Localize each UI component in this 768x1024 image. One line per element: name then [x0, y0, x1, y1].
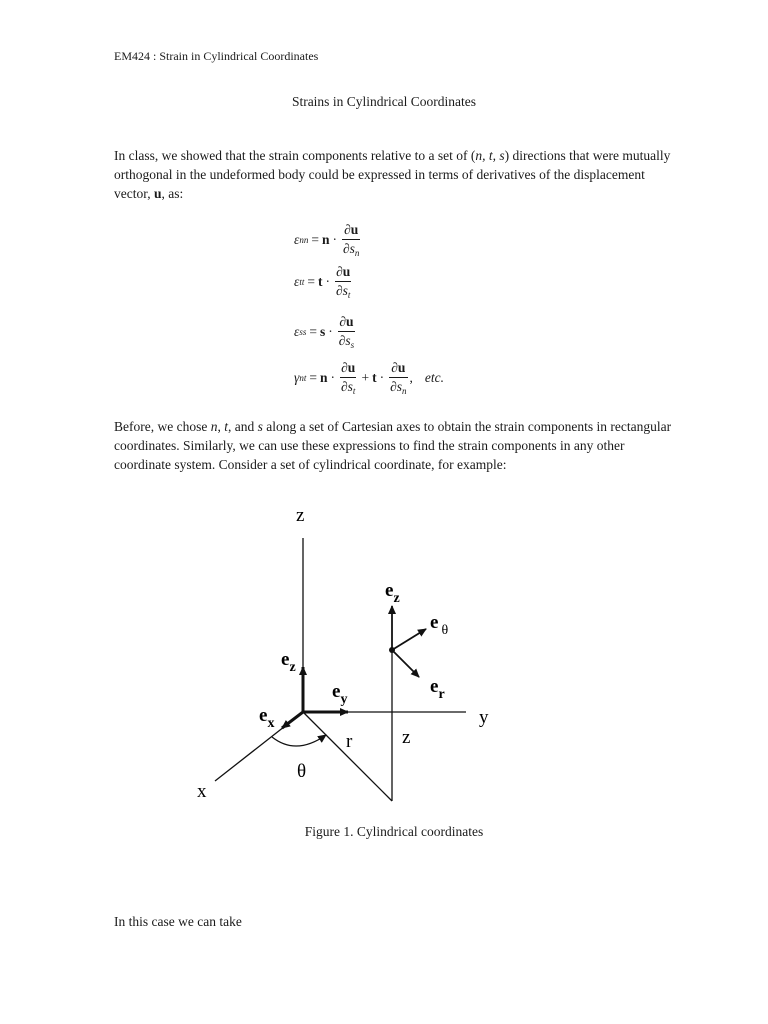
- r-label: r: [346, 731, 353, 752]
- ez-label-origin: $e_z$: [281, 649, 296, 675]
- theta-arc: [272, 735, 326, 746]
- x-axis-label: x: [197, 781, 207, 802]
- fraction: $\frac{\partial u}{\partial s_s}$: [338, 314, 355, 350]
- figure-caption: Figure 1. Cylindrical coordinates: [304, 824, 484, 839]
- er-vector: [392, 650, 419, 677]
- ex-label: $e_x$: [259, 705, 275, 731]
- closing-text: In this case we can take: [114, 914, 242, 929]
- fraction: $\frac{\partial u}{\partial s_t}$: [340, 360, 356, 396]
- etheta-label: e $_\theta$: [430, 612, 449, 638]
- ez-label-point: $e_z$: [385, 580, 400, 606]
- equation-epsilon-nn: ε nn = n · $\frac{\partial u}{\partial s_n}$: [294, 222, 360, 258]
- equation-epsilon-ss: ε ss = s · $\frac{\partial u}{\partial s_s}$: [294, 314, 355, 350]
- theta-label: θ: [297, 761, 307, 782]
- er-label: $e_r$: [430, 676, 445, 702]
- equation-epsilon-tt: ε tt = t · $\frac{\partial u}{\partial s_t}$: [294, 264, 351, 300]
- page-header: EM424 : Strain in Cylindrical Coordinates: [114, 49, 319, 63]
- radius-line: [303, 712, 392, 801]
- ey-label: $e_y$: [332, 681, 348, 707]
- etheta-vector: [392, 629, 426, 650]
- equation-gamma-nt: γ nt = n · $\frac{\partial u}{\partial s_t}$ + t · $\frac{\partial u}{\partial s_n}$ , etc.: [294, 360, 444, 396]
- cylindrical-coordinates-figure: [0, 490, 768, 820]
- cartesian-paragraph: Before, we chose n, t, and s along a set of Cartesian axes to obtain the strain components in rectangular coordinates. Similarly, we can use these expressions to find the strain components in any other coordinate system. Consider a set of cylindrical coordinate, for example:: [114, 419, 672, 472]
- z-axis-label: z: [296, 505, 305, 526]
- page-title: Strains in Cylindrical Coordinates: [291, 94, 477, 109]
- ex-vector: [282, 712, 303, 728]
- y-axis-label: y: [479, 707, 489, 728]
- intro-paragraph: In class, we showed that the strain components relative to a set of (n, t, s) directions that were mutually orthogonal in the undeformed body could be expressed in terms of derivatives of the displacement vector, u, as:: [114, 148, 671, 201]
- z-height-label: z: [402, 727, 411, 748]
- fraction: $\frac{\partial u}{\partial s_t}$: [335, 264, 351, 300]
- fraction: $\frac{\partial u}{\partial s_n}$: [390, 360, 407, 396]
- fraction: $\frac{\partial u}{\partial s_n}$: [342, 222, 360, 258]
